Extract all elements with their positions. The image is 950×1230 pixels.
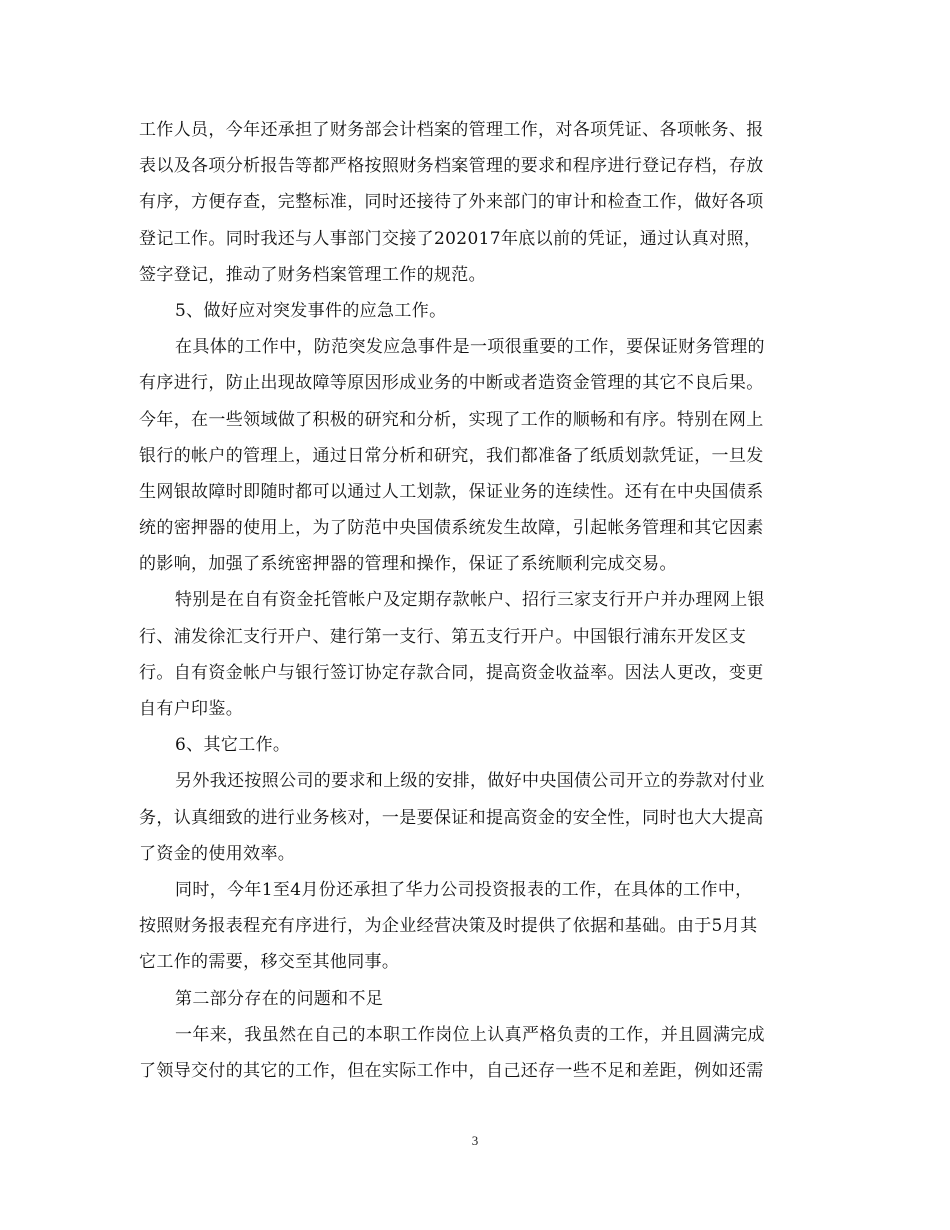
text-line: 一年来，我虽然在自己的本职工作岗位上认真严格负责的工作，并且圆满完成	[175, 1024, 765, 1045]
text-line: 有序，方便存查，完整标准，同时还接待了外来部门的审计和检查工作，做好各项	[139, 192, 764, 213]
text-line: 行。自有资金帐户与银行签订协定存款合同，提高资金收益率。因法人更改，变更	[139, 662, 764, 683]
text-line: 务，认真细致的进行业务核对，一是要保证和提高资金的安全性，同时也大大提高	[139, 807, 764, 828]
text-line: 今年，在一些领域做了积极的研究和分析，实现了工作的顺畅和有序。特别在网上	[139, 409, 764, 430]
text-line: 第二部分存在的问题和不足	[175, 988, 384, 1009]
text-line: 银行的帐户的管理上，通过日常分析和研究，我们都准备了纸质划款凭证，一旦发	[139, 445, 764, 466]
text-line: 统的密押器的使用上，为了防范中央国债系统发生故障，引起帐务管理和其它因素	[139, 518, 764, 539]
text-line: 按照财务报表程充有序进行，为企业经营决策及时提供了依据和基础。由于5月其	[139, 916, 758, 937]
text-line: 有序进行，防止出现故障等原因形成业务的中断或者造资金管理的其它不良后果。	[139, 373, 764, 394]
text-line: 了资金的使用效率。	[139, 843, 296, 864]
page-number: 3	[471, 1133, 479, 1148]
text-line: 在具体的工作中，防范突发应急事件是一项很重要的工作，要保证财务管理的	[175, 337, 765, 358]
text-line: 5、做好应对突发事件的应急工作。	[175, 300, 447, 321]
text-line: 的影响，加强了系统密押器的管理和操作，保证了系统顺利完成交易。	[139, 554, 677, 575]
text-line: 同时，今年1至4月份还承担了华力公司投资报表的工作，在具体的工作中，	[175, 879, 753, 900]
text-line: 它工作的需要，移交至其他同事。	[139, 952, 400, 973]
text-line: 6、其它工作。	[175, 735, 291, 756]
text-line: 特别是在自有资金托管帐户及定期存款帐户、招行三家支行开户并办理网上银	[175, 590, 765, 611]
text-line: 自有户印鉴。	[139, 699, 244, 719]
text-line: 登记工作。同时我还与人事部门交接了202017年底以前的凭证，通过认真对照，	[139, 228, 762, 249]
text-line: 另外我还按照公司的要求和上级的安排，做好中央国债公司开立的券款对付业	[175, 771, 765, 792]
text-line: 签字登记，推动了财务档案管理工作的规范。	[139, 264, 486, 285]
text-line: 工作人员，今年还承担了财务部会计档案的管理工作，对各项凭证、各项帐务、报	[139, 120, 764, 140]
text-line: 行、浦发徐汇支行开户、建行第一支行、第五支行开户。中国银行浦东开发区支	[139, 626, 747, 647]
text-line: 生网银故障时即随时都可以通过人工划款，保证业务的连续性。还有在中央国债系	[139, 481, 764, 502]
body-text	[139, 112, 813, 1089]
text-line: 了领导交付的其它的工作，但在实际工作中，自己还存一些不足和差距，例如还需	[139, 1060, 764, 1081]
text-line: 表以及各项分析报告等都严格按照财务档案管理的要求和程序进行登记存档，存放	[139, 156, 764, 177]
